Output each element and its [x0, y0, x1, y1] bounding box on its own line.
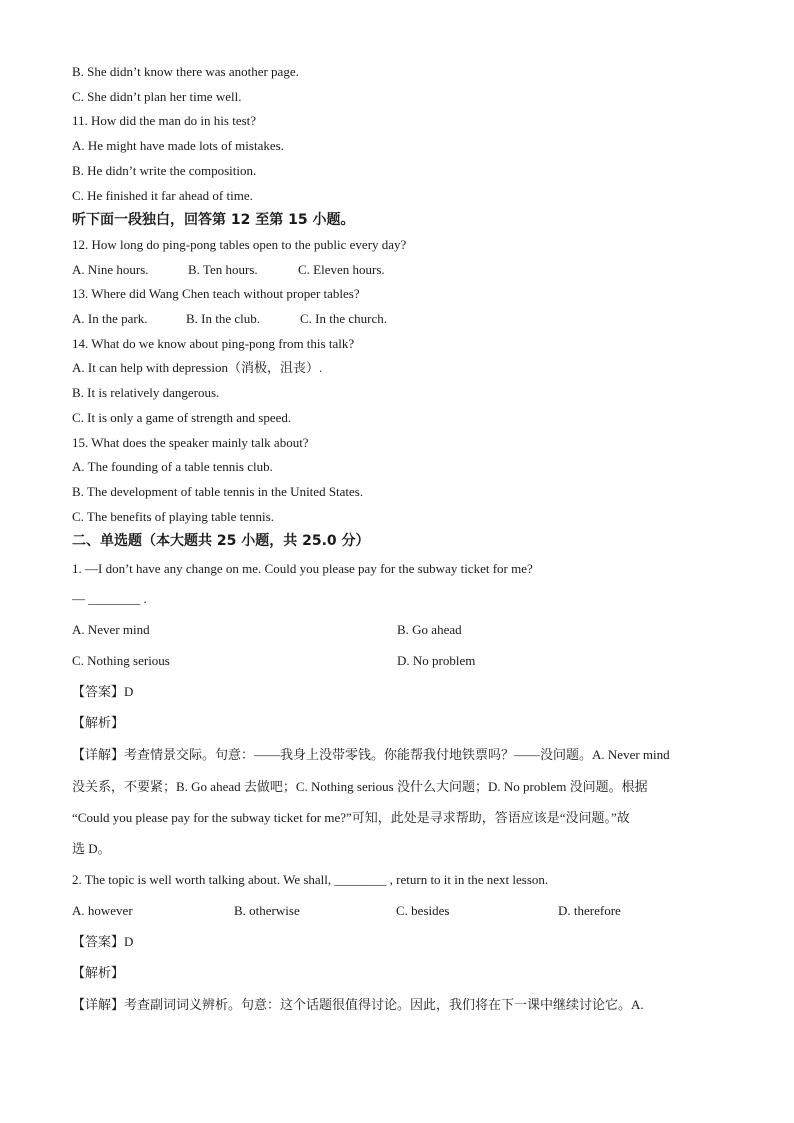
mc-q2-options	[72, 895, 722, 926]
detail-line-1: 考查情景交际。句意：——我身上没带零钱。你能帮我付地铁票吗？——没问题。A. Never mind	[124, 747, 670, 763]
mc-q2-option-b: B. otherwise	[234, 903, 300, 919]
section-heading-single-choice: 二、单选题（本大题共 25 小题，共 25.0 分）	[72, 533, 370, 550]
mc-q1-options-row2	[72, 645, 722, 676]
detail-tag: 【详解】	[72, 748, 125, 764]
q14-question: 14. What do we know about ping-pong from this talk?	[72, 335, 355, 351]
q15-option-c: C. The benefits of playing table tennis.	[72, 508, 274, 524]
mc-q1-detail	[72, 739, 720, 864]
q14-option-a: A. It can help with depression（消极，沮丧）.	[72, 360, 323, 376]
mc-q1-question: 1. —I don’t have any change on me. Could you please pay for the subway ticket for me?	[72, 561, 533, 577]
mc-q1-option-d: D. No problem	[397, 653, 476, 669]
q12-options	[72, 258, 722, 283]
q11-option-b: B. He didn’t write the composition.	[72, 162, 257, 178]
q15-option-b: B. The development of table tennis in the United States.	[72, 483, 364, 499]
mc-q2-question: 2. The topic is well worth talking about. We shall, ________ , return to it in the next lesson.	[72, 872, 549, 888]
mc-q1-response: — ________ .	[72, 591, 147, 607]
mc-q1-analysis-tag: 【解析】	[72, 716, 125, 732]
q15-option-a: A. The founding of a table tennis club.	[72, 459, 273, 475]
detail-tag: 【详解】	[72, 998, 125, 1014]
q13-option-a: A. In the park.	[72, 311, 148, 327]
page-content	[72, 60, 722, 1021]
q13-option-b: B. In the club.	[186, 311, 261, 327]
q14-option-b: B. It is relatively dangerous.	[72, 385, 220, 401]
q12-question: 12. How long do ping-pong tables open to the public every day?	[72, 236, 407, 252]
mc-q2-analysis-tag: 【解析】	[72, 966, 125, 982]
detail-line-4: 选 D。	[72, 841, 111, 857]
mc-q2-option-a: A. however	[72, 903, 133, 919]
q15-question: 15. What does the speaker mainly talk about?	[72, 434, 309, 450]
q12-option-a: A. Nine hours.	[72, 261, 149, 277]
mc-q2-answer	[72, 926, 722, 958]
q12-option-c: C. Eleven hours.	[298, 261, 385, 277]
answer-tag: 【答案】	[72, 685, 125, 701]
mc-q1-option-a: A. Never mind	[72, 622, 150, 638]
q13-option-c: C. In the church.	[300, 311, 388, 327]
q13-options	[72, 307, 722, 332]
q10-option-b: B. She didn’t know there was another page.	[72, 64, 299, 79]
mc-q2-option-c: C. besides	[396, 903, 450, 919]
q14-option-c: C. It is only a game of strength and speed.	[72, 409, 292, 425]
q11-question: 11. How did the man do in his test?	[72, 113, 257, 129]
q11-option-c: C. He finished it far ahead of time.	[72, 187, 253, 203]
detail-line-1: 考查副词词义辨析。句意：这个话题很值得讨论。因此，我们将在下一课中继续讨论它。A.	[124, 997, 644, 1013]
answer-value: D	[124, 934, 134, 950]
q11-option-a: A. He might have made lots of mistakes.	[72, 138, 284, 154]
mc-q1-answer	[72, 676, 722, 708]
q10-option-c: C. She didn’t plan her time well.	[72, 88, 242, 104]
mc-q2-detail	[72, 989, 720, 1021]
answer-value: D	[124, 684, 134, 700]
mc-q2-option-d: D. therefore	[558, 903, 621, 919]
mc-q1-options-row1	[72, 614, 722, 645]
detail-line-2: 没关系，不要紧；B. Go ahead 去做吧；C. Nothing serious 没什么大问题；D. No problem 没问题。根据	[72, 779, 648, 795]
answer-tag: 【答案】	[72, 935, 125, 951]
q12-option-b: B. Ten hours.	[188, 261, 258, 277]
q13-question: 13. Where did Wang Chen teach without proper tables?	[72, 286, 360, 302]
mc-q1-option-c: C. Nothing serious	[72, 653, 170, 669]
detail-line-3: “Could you please pay for the subway ticket for me?”可知，此处是寻求帮助，答语应该是“没问题。”故	[72, 810, 630, 826]
section-heading-monologue: 听下面一段独白，回答第 12 至第 15 小题。	[72, 212, 355, 229]
mc-q1-option-b: B. Go ahead	[397, 622, 462, 638]
